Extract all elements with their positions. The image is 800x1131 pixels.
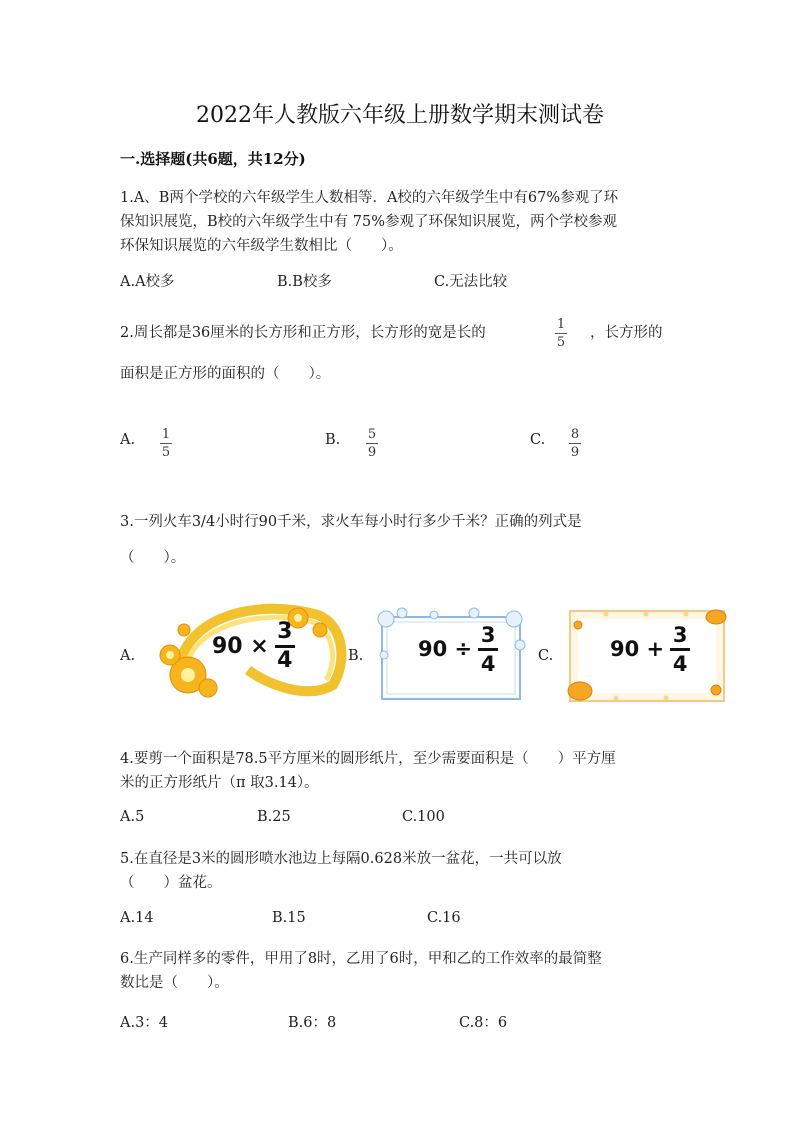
question-5-option-a[interactable]: A.14 — [120, 910, 154, 926]
question-6-option-b[interactable]: B.6：8 — [288, 1015, 337, 1031]
fraction-bar — [478, 648, 498, 651]
fraction-bar — [569, 443, 581, 444]
option-b-expression — [418, 623, 498, 676]
expression-fraction — [478, 623, 498, 676]
question-6-option-c[interactable]: C.8：6 — [459, 1015, 508, 1031]
question-3-option-b-card[interactable] — [374, 605, 526, 705]
question-4-option-b[interactable]: B.25 — [257, 809, 291, 825]
question-2-line-1: 2.周长都是36厘米的长方形和正方形，长方形的宽是长的 — [120, 325, 486, 341]
expression-text: 90 × — [212, 633, 269, 659]
question-1-line-3: 环保知识展览的六年级学生数相比（ ）。 — [120, 238, 403, 254]
question-1-option-b[interactable]: B.B校多 — [277, 274, 332, 290]
question-1-option-a[interactable]: A.A校多 — [120, 274, 175, 290]
question-3-option-c-card[interactable] — [566, 605, 728, 705]
question-3-option-b-label[interactable]: B. — [348, 648, 364, 664]
question-1-option-c[interactable]: C.无法比较 — [434, 274, 508, 290]
question-5-line-2: （ ）盆花。 — [120, 875, 222, 891]
question-3-option-c-label[interactable]: C. — [538, 648, 554, 664]
question-5-option-c[interactable]: C.16 — [427, 910, 461, 926]
question-4-option-c[interactable]: C.100 — [402, 809, 445, 825]
fraction-numerator: 8 — [570, 427, 580, 442]
fraction-bar — [670, 648, 690, 651]
fraction-numerator: 1 — [161, 427, 171, 442]
fraction-numerator: 3 — [672, 623, 688, 647]
question-2-option-a-label[interactable]: A. — [120, 432, 136, 448]
fraction-denominator: 4 — [480, 651, 496, 676]
question-2-option-c-fraction[interactable] — [569, 427, 581, 460]
fraction-denominator: 5 — [556, 335, 566, 350]
fraction-bar — [555, 333, 567, 334]
fraction-bar — [160, 443, 172, 444]
question-2-option-c-label[interactable]: C. — [530, 432, 546, 448]
question-3-line-1: 3.一列火车3/4小时行90千米，求火车每小时行多少千米？正确的列式是 — [120, 514, 582, 530]
fraction-denominator: 9 — [367, 445, 377, 460]
option-a-expression — [212, 620, 295, 673]
fraction-denominator: 5 — [161, 445, 171, 460]
page-title: 2022年人教版六年级上册数学期末测试卷 — [196, 103, 604, 128]
question-6-option-a[interactable]: A.3：4 — [120, 1015, 169, 1031]
question-3-option-a-label[interactable]: A. — [120, 648, 136, 664]
expression-fraction — [670, 623, 690, 676]
section-heading: 一.选择题(共6题，共12分) — [120, 150, 306, 168]
question-2-line-1-end: ，长方形的 — [590, 325, 663, 341]
question-5-line-1: 5.在直径是3米的圆形喷水池边上每隔0.628米放一盆花，一共可以放 — [120, 851, 562, 867]
fraction-denominator: 9 — [570, 445, 580, 460]
fraction-numerator: 3 — [480, 623, 496, 647]
question-1-line-1: 1.A、B两个学校的六年级学生人数相等．A校的六年级学生中有67%参观了环 — [120, 190, 619, 206]
expression-text: 90 ÷ — [418, 637, 473, 662]
question-2-option-a-fraction[interactable] — [160, 427, 172, 460]
question-2-fraction — [555, 317, 567, 350]
question-5-option-b[interactable]: B.15 — [272, 910, 306, 926]
question-3-line-2: （ ）。 — [120, 550, 186, 566]
question-3-option-a-card[interactable] — [148, 600, 348, 705]
fraction-numerator: 5 — [367, 427, 377, 442]
question-4-line-1: 4.要剪一个面积是78.5平方厘米的圆形纸片，至少需要面积是（ ）平方厘 — [120, 751, 616, 767]
fraction-bar — [366, 443, 378, 444]
question-2-option-b-fraction[interactable] — [366, 427, 378, 460]
question-6-line-2: 数比是（ ）。 — [120, 975, 229, 991]
fraction-denominator: 4 — [672, 651, 688, 676]
question-1-line-2: 保知识展览，B校的六年级学生中有 75%参观了环保知识展览，两个学校参观 — [120, 214, 617, 230]
question-4-option-a[interactable]: A.5 — [120, 809, 145, 825]
question-6-line-1: 6.生产同样多的零件，甲用了8时，乙用了6时，甲和乙的工作效率的最简整 — [120, 951, 602, 967]
option-c-expression — [610, 623, 690, 676]
fraction-denominator: 4 — [277, 647, 293, 673]
question-2-option-b-label[interactable]: B. — [325, 432, 341, 448]
question-4-line-2: 米的正方形纸片（π 取3.14）。 — [120, 775, 319, 791]
question-2-line-2: 面积是正方形的面积的（ ）。 — [120, 366, 331, 382]
expression-fraction — [275, 620, 295, 673]
fraction-numerator: 3 — [277, 619, 293, 644]
expression-text: 90 + — [610, 637, 665, 662]
fraction-numerator: 1 — [556, 317, 566, 332]
